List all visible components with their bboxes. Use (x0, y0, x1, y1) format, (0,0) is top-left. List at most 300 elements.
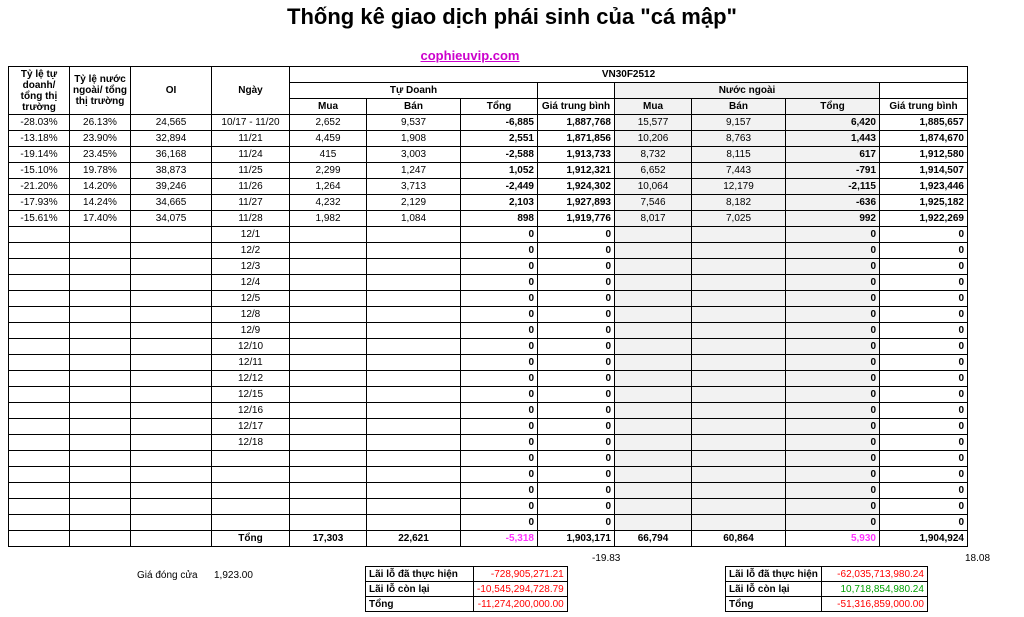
cell-date: 11/24 (212, 147, 290, 163)
cell-date (212, 499, 290, 515)
cell-r2 (70, 227, 131, 243)
table-row (9, 227, 968, 243)
cell-nn-mua (615, 387, 692, 403)
header-td-ban: Bán (367, 99, 461, 115)
table-row (9, 371, 968, 387)
cell-td-ban: 3,003 (367, 147, 461, 163)
cell-nn-mua (615, 339, 692, 355)
total-nn-mua: 66,794 (615, 531, 692, 547)
td-diff: -19.83 (592, 553, 621, 564)
cell-td-tong: 2,103 (461, 195, 538, 211)
cell-td-tong: 1,052 (461, 163, 538, 179)
cell-r2: 14.24% (70, 195, 131, 211)
cell-r1 (9, 451, 70, 467)
cell-oi (131, 371, 212, 387)
cell-nn-tong: 0 (786, 339, 880, 355)
cell-oi (131, 291, 212, 307)
cell-oi (131, 451, 212, 467)
cell-r1 (9, 227, 70, 243)
cell-td-mua (290, 499, 367, 515)
cell-td-ban (367, 387, 461, 403)
cell-r2 (70, 515, 131, 531)
table-row (9, 115, 968, 131)
cell-r2 (70, 371, 131, 387)
total-nn-tong: 5,930 (786, 531, 880, 547)
cell-nn-tong: 0 (786, 387, 880, 403)
cell-td-ban: 1,247 (367, 163, 461, 179)
cell-nn-ban (692, 451, 786, 467)
total-nn-ban: 60,864 (692, 531, 786, 547)
cell-td-mua (290, 467, 367, 483)
cell-nn-gia: 0 (880, 323, 968, 339)
cell-td-tong: 0 (461, 499, 538, 515)
header-td-tong: Tổng (461, 99, 538, 115)
cell-nn-mua (615, 275, 692, 291)
cell-nn-mua: 6,652 (615, 163, 692, 179)
cell-r2 (70, 275, 131, 291)
cell-td-gia: 0 (538, 435, 615, 451)
cell-r1: -13.18% (9, 131, 70, 147)
cell-date (212, 451, 290, 467)
cell-td-tong: -6,885 (461, 115, 538, 131)
cell-td-ban: 2,129 (367, 195, 461, 211)
cell-td-ban (367, 371, 461, 387)
cell-nn-mua (615, 451, 692, 467)
cell-r2: 23.45% (70, 147, 131, 163)
cell-r1 (9, 259, 70, 275)
cell-nn-gia: 0 (880, 387, 968, 403)
cell-nn-gia: 0 (880, 339, 968, 355)
cell-td-ban (367, 435, 461, 451)
cell-date: 12/16 (212, 403, 290, 419)
pl-table-nuoc-ngoai (725, 566, 928, 612)
cell-date: 11/25 (212, 163, 290, 179)
pl-nn-realized: -62,035,713,980.24 (821, 567, 927, 582)
cell-nn-ban (692, 467, 786, 483)
cell-r2: 19.78% (70, 163, 131, 179)
cell-td-ban (367, 243, 461, 259)
cell-r1: -28.03% (9, 115, 70, 131)
cell-date (212, 515, 290, 531)
cell-td-mua (290, 243, 367, 259)
cell-nn-gia: 1,874,670 (880, 131, 968, 147)
cell-td-mua (290, 451, 367, 467)
cell-r2: 23.90% (70, 131, 131, 147)
cell-td-gia: 0 (538, 515, 615, 531)
cell-td-ban (367, 259, 461, 275)
cell-nn-ban (692, 387, 786, 403)
cell-r2 (70, 435, 131, 451)
cell-nn-ban (692, 291, 786, 307)
table-row (9, 195, 968, 211)
cell-date: 12/3 (212, 259, 290, 275)
cell-td-mua: 1,982 (290, 211, 367, 227)
cell-date (212, 483, 290, 499)
cell-r2 (70, 291, 131, 307)
cell-nn-gia: 1,925,182 (880, 195, 968, 211)
cell-date: 12/11 (212, 355, 290, 371)
cell-td-mua (290, 483, 367, 499)
cell-td-gia: 0 (538, 355, 615, 371)
cell-nn-tong: 0 (786, 515, 880, 531)
cell-nn-tong: 0 (786, 403, 880, 419)
cell-td-mua (290, 323, 367, 339)
cell-td-tong: 0 (461, 227, 538, 243)
cell-nn-tong: 617 (786, 147, 880, 163)
cell-td-gia: 1,913,733 (538, 147, 615, 163)
table-row (9, 259, 968, 275)
cell-td-mua (290, 435, 367, 451)
cell-td-tong: 0 (461, 291, 538, 307)
cell-nn-mua (615, 355, 692, 371)
pl-nn-remaining-label: Lãi lỗ còn lại (726, 582, 822, 597)
cell-nn-tong: 0 (786, 435, 880, 451)
cell-td-mua: 4,459 (290, 131, 367, 147)
cell-nn-mua: 7,546 (615, 195, 692, 211)
total-td-tong: -5,318 (461, 531, 538, 547)
cell-td-mua (290, 387, 367, 403)
cell-oi (131, 419, 212, 435)
cell-td-tong: 0 (461, 355, 538, 371)
cell-td-gia: 1,871,856 (538, 131, 615, 147)
table-row (9, 323, 968, 339)
cell-td-mua (290, 419, 367, 435)
pl-table-tu-doanh (365, 566, 568, 612)
cell-nn-tong: -2,115 (786, 179, 880, 195)
total-td-ban: 22,621 (367, 531, 461, 547)
cell-td-ban: 3,713 (367, 179, 461, 195)
cell-td-mua (290, 371, 367, 387)
cell-oi (131, 483, 212, 499)
cell-nn-mua: 10,064 (615, 179, 692, 195)
cell-nn-ban (692, 483, 786, 499)
cell-nn-tong: 0 (786, 275, 880, 291)
cell-td-mua (290, 259, 367, 275)
cell-td-ban (367, 355, 461, 371)
cell-td-tong: 0 (461, 275, 538, 291)
cell-oi (131, 515, 212, 531)
cell-r2 (70, 451, 131, 467)
site-link[interactable]: cophieuvip.com (420, 48, 520, 63)
cell-nn-mua (615, 323, 692, 339)
table-row (9, 435, 968, 451)
header-ratio-td: Tỷ lệ tự doanh/ tổng thị trường (9, 67, 70, 115)
table-row (9, 515, 968, 531)
table-row (9, 339, 968, 355)
cell-td-mua: 1,264 (290, 179, 367, 195)
cell-td-tong: 0 (461, 467, 538, 483)
cell-nn-ban: 12,179 (692, 179, 786, 195)
cell-nn-ban (692, 307, 786, 323)
cell-date: 12/17 (212, 419, 290, 435)
cell-r2: 17.40% (70, 211, 131, 227)
header-nn-tong: Tổng (786, 99, 880, 115)
cell-nn-gia: 0 (880, 403, 968, 419)
cell-td-gia: 0 (538, 387, 615, 403)
cell-nn-tong: 0 (786, 499, 880, 515)
cell-nn-ban (692, 323, 786, 339)
cell-nn-gia: 0 (880, 307, 968, 323)
cell-nn-ban (692, 355, 786, 371)
cell-td-mua (290, 275, 367, 291)
total-td-mua: 17,303 (290, 531, 367, 547)
cell-date: 12/12 (212, 371, 290, 387)
cell-td-gia: 0 (538, 371, 615, 387)
cell-nn-tong: 0 (786, 307, 880, 323)
cell-nn-mua (615, 483, 692, 499)
cell-nn-tong: 0 (786, 291, 880, 307)
cell-nn-tong: 0 (786, 467, 880, 483)
cell-oi: 34,075 (131, 211, 212, 227)
cell-nn-gia: 0 (880, 291, 968, 307)
cell-date: 11/21 (212, 131, 290, 147)
pl-nn-remaining: 10,718,854,980.24 (821, 582, 927, 597)
cell-r1: -21.20% (9, 179, 70, 195)
table-row (9, 163, 968, 179)
cell-oi (131, 355, 212, 371)
cell-td-tong: -2,449 (461, 179, 538, 195)
table-row (9, 387, 968, 403)
cell-td-tong: 0 (461, 307, 538, 323)
table-row (9, 291, 968, 307)
cell-r2: 14.20% (70, 179, 131, 195)
cell-oi (131, 339, 212, 355)
cell-oi: 32,894 (131, 131, 212, 147)
cell-oi (131, 243, 212, 259)
cell-date: 12/18 (212, 435, 290, 451)
cell-nn-tong: -791 (786, 163, 880, 179)
cell-oi: 39,246 (131, 179, 212, 195)
cell-r1 (9, 339, 70, 355)
table-row (9, 307, 968, 323)
table-body (9, 115, 968, 531)
cell-oi (131, 259, 212, 275)
cell-nn-ban: 9,157 (692, 115, 786, 131)
header-nn-gia: Giá trung bình (880, 99, 968, 115)
cell-td-gia: 0 (538, 307, 615, 323)
cell-td-gia: 1,887,768 (538, 115, 615, 131)
cell-td-mua (290, 515, 367, 531)
cell-nn-gia: 0 (880, 371, 968, 387)
cell-nn-mua (615, 419, 692, 435)
cell-nn-ban (692, 515, 786, 531)
close-label: Giá đóng cửa (137, 570, 198, 581)
cell-nn-mua (615, 403, 692, 419)
cell-r1 (9, 387, 70, 403)
cell-td-tong: 0 (461, 387, 538, 403)
cell-oi (131, 403, 212, 419)
cell-r1: -15.61% (9, 211, 70, 227)
cell-td-gia: 0 (538, 403, 615, 419)
cell-nn-mua: 8,017 (615, 211, 692, 227)
cell-td-gia: 1,927,893 (538, 195, 615, 211)
cell-nn-tong: 1,443 (786, 131, 880, 147)
cell-nn-ban (692, 403, 786, 419)
table-row (9, 467, 968, 483)
cell-td-gia: 0 (538, 451, 615, 467)
cell-oi (131, 307, 212, 323)
cell-td-gia: 1,924,302 (538, 179, 615, 195)
cell-nn-gia: 0 (880, 499, 968, 515)
cell-date: 11/28 (212, 211, 290, 227)
cell-nn-ban: 7,025 (692, 211, 786, 227)
table-row (9, 403, 968, 419)
cell-oi (131, 387, 212, 403)
cell-nn-mua (615, 515, 692, 531)
cell-td-ban (367, 467, 461, 483)
cell-td-ban (367, 483, 461, 499)
cell-td-ban (367, 307, 461, 323)
table-row (9, 499, 968, 515)
cell-oi (131, 323, 212, 339)
cell-nn-tong: 0 (786, 371, 880, 387)
cell-nn-ban (692, 371, 786, 387)
table-row (9, 211, 968, 227)
cell-r2 (70, 339, 131, 355)
cell-nn-tong: 0 (786, 243, 880, 259)
cell-td-tong: 0 (461, 435, 538, 451)
cell-nn-ban: 7,443 (692, 163, 786, 179)
pl-nn-realized-label: Lãi lỗ đã thực hiện (726, 567, 822, 582)
cell-td-mua (290, 307, 367, 323)
table-row (9, 131, 968, 147)
pl-nn-total: -51,316,859,000.00 (821, 597, 927, 612)
derivatives-table (8, 66, 968, 547)
cell-r2 (70, 499, 131, 515)
cell-r1: -15.10% (9, 163, 70, 179)
cell-r1 (9, 355, 70, 371)
cell-nn-mua (615, 227, 692, 243)
cell-nn-tong: 0 (786, 323, 880, 339)
cell-td-tong: 0 (461, 323, 538, 339)
cell-date: 12/10 (212, 339, 290, 355)
cell-r1 (9, 371, 70, 387)
cell-date: 12/9 (212, 323, 290, 339)
header-contract: VN30F2512 (290, 67, 968, 83)
cell-td-ban (367, 339, 461, 355)
cell-oi: 36,168 (131, 147, 212, 163)
cell-td-gia: 0 (538, 291, 615, 307)
cell-nn-mua (615, 243, 692, 259)
cell-r1 (9, 307, 70, 323)
cell-td-gia: 0 (538, 483, 615, 499)
cell-td-ban (367, 419, 461, 435)
cell-nn-tong: -636 (786, 195, 880, 211)
cell-td-ban (367, 403, 461, 419)
total-td-gia: 1,903,171 (538, 531, 615, 547)
cell-td-tong: 0 (461, 371, 538, 387)
cell-r2 (70, 387, 131, 403)
cell-td-ban (367, 499, 461, 515)
cell-oi (131, 499, 212, 515)
cell-r1 (9, 483, 70, 499)
cell-nn-gia: 0 (880, 451, 968, 467)
totals-row (9, 531, 968, 547)
cell-nn-gia: 0 (880, 419, 968, 435)
cell-nn-ban: 8,763 (692, 131, 786, 147)
cell-nn-tong: 0 (786, 419, 880, 435)
cell-td-mua: 2,652 (290, 115, 367, 131)
cell-r1: -17.93% (9, 195, 70, 211)
cell-nn-gia: 1,912,580 (880, 147, 968, 163)
header-oi: OI (131, 67, 212, 115)
cell-r2 (70, 419, 131, 435)
cell-nn-gia: 0 (880, 227, 968, 243)
pl-td-total-label: Tổng (366, 597, 474, 612)
cell-nn-mua (615, 467, 692, 483)
pl-td-remaining: -10,545,294,728.79 (474, 582, 568, 597)
cell-td-ban: 9,537 (367, 115, 461, 131)
table-row (9, 355, 968, 371)
cell-r1 (9, 419, 70, 435)
cell-r1 (9, 515, 70, 531)
header-nn-ban: Bán (692, 99, 786, 115)
cell-td-gia: 0 (538, 419, 615, 435)
cell-nn-gia: 1,914,507 (880, 163, 968, 179)
cell-td-gia: 0 (538, 323, 615, 339)
cell-td-ban (367, 451, 461, 467)
cell-td-mua (290, 403, 367, 419)
header-td-gia: Giá trung bình (538, 99, 615, 115)
cell-r1 (9, 323, 70, 339)
cell-nn-mua: 8,732 (615, 147, 692, 163)
cell-td-tong: 2,551 (461, 131, 538, 147)
nn-diff: 18.08 (965, 553, 991, 564)
pl-td-remaining-label: Lãi lỗ còn lại (366, 582, 474, 597)
cell-nn-ban (692, 275, 786, 291)
table-row (9, 243, 968, 259)
cell-td-ban (367, 291, 461, 307)
cell-date: 12/5 (212, 291, 290, 307)
cell-td-ban (367, 275, 461, 291)
cell-r1 (9, 499, 70, 515)
cell-nn-mua (615, 499, 692, 515)
cell-nn-tong: 6,420 (786, 115, 880, 131)
cell-nn-gia: 0 (880, 515, 968, 531)
cell-nn-mua: 10,206 (615, 131, 692, 147)
cell-td-ban (367, 515, 461, 531)
cell-td-gia: 0 (538, 243, 615, 259)
pl-td-total: -11,274,200,000.00 (474, 597, 568, 612)
cell-nn-ban (692, 435, 786, 451)
cell-td-gia: 0 (538, 227, 615, 243)
cell-nn-gia: 0 (880, 243, 968, 259)
cell-r1: -19.14% (9, 147, 70, 163)
cell-td-mua (290, 291, 367, 307)
cell-r2 (70, 483, 131, 499)
cell-oi (131, 227, 212, 243)
totals-label: Tổng (212, 531, 290, 547)
cell-td-mua (290, 339, 367, 355)
cell-td-gia: 0 (538, 339, 615, 355)
cell-oi: 34,665 (131, 195, 212, 211)
cell-date: 12/1 (212, 227, 290, 243)
cell-td-mua: 415 (290, 147, 367, 163)
cell-date: 11/26 (212, 179, 290, 195)
cell-nn-ban (692, 339, 786, 355)
cell-date: 12/15 (212, 387, 290, 403)
cell-td-tong: 898 (461, 211, 538, 227)
cell-td-mua: 4,232 (290, 195, 367, 211)
cell-nn-ban (692, 499, 786, 515)
cell-nn-tong: 0 (786, 259, 880, 275)
cell-nn-mua (615, 435, 692, 451)
pl-td-realized-label: Lãi lỗ đã thực hiện (366, 567, 474, 582)
cell-date: 11/27 (212, 195, 290, 211)
cell-td-tong: 0 (461, 403, 538, 419)
cell-td-tong: 0 (461, 451, 538, 467)
table-row (9, 147, 968, 163)
